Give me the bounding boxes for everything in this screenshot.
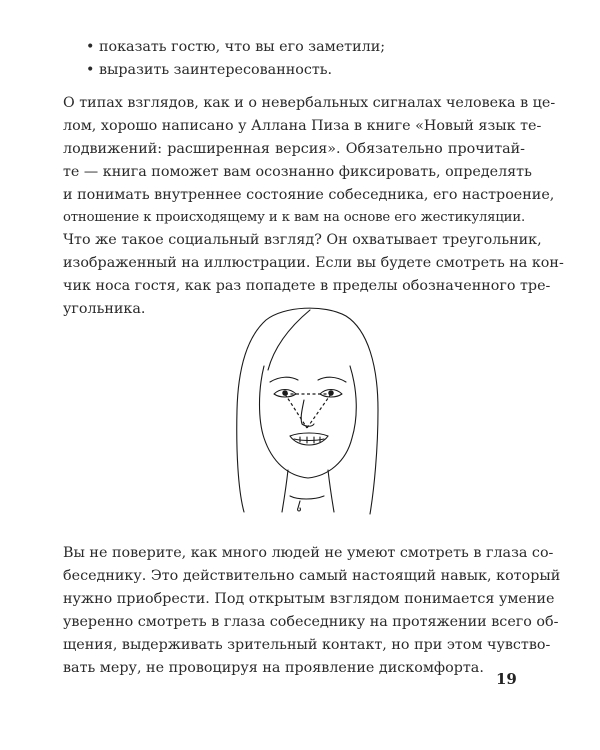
- left-eyebrow: [270, 377, 298, 382]
- text-line: и понимать внутреннее состояние собеседника, его настроение,: [63, 186, 555, 203]
- page-number: 19: [496, 670, 517, 688]
- mouth-upper: [290, 433, 328, 436]
- bullet-item: • показать гостю, что вы его заметили;: [86, 39, 386, 55]
- bullet-list: [86, 36, 526, 82]
- gaze-triangle: [285, 394, 331, 428]
- text-line: те — книга поможет вам осознанно фиксировать, определять: [63, 163, 532, 180]
- face-outline: [260, 366, 357, 478]
- neck-line: [282, 470, 288, 512]
- necklace: [290, 496, 324, 499]
- text-line: отношение к происходящему и к вам на основе его жестикуляции.: [63, 209, 525, 225]
- text-line: нужно приобрести. Под открытым взглядом понимается умение: [63, 590, 555, 607]
- hair-parting: [268, 310, 310, 370]
- text-line: чик носа гостя, как раз попадете в пределы обозначенного тре-: [63, 278, 551, 295]
- text-line: угольника.: [63, 301, 146, 318]
- text-line: изображенный на иллюстрации. Если вы будете смотреть на кон-: [63, 255, 564, 272]
- text-line: О типах взглядов, как и о невербальных сигналах человека в це-: [63, 95, 556, 111]
- neck-line: [328, 470, 334, 512]
- right-eyebrow: [318, 377, 346, 382]
- text-line: лодвижений: расширенная версия». Обязательно прочитай-: [63, 140, 525, 157]
- text-line: щения, выдерживать зрительный контакт, но при этом чувство-: [63, 636, 551, 653]
- text-line: лом, хорошо написано у Аллана Пиза в книге «Новый язык те-: [63, 117, 542, 134]
- bullet-item: • выразить заинтересованность.: [86, 62, 333, 78]
- text-line: Вы не поверите, как много людей не умеют смотреть в глаза со-: [63, 545, 554, 561]
- text-line: Что же такое социальный взгляд? Он охватывает треугольник,: [63, 232, 542, 249]
- paragraph-open-gaze: [63, 542, 561, 679]
- face-illustration: [228, 300, 388, 522]
- pendant-icon: [298, 501, 301, 511]
- text-line: вать меру, не провоцируя на проявление дискомфорта.: [63, 659, 484, 676]
- paragraph-gaze-types: [63, 92, 564, 321]
- text-line: уверенно смотреть в глаза собеседнику на протяжении всего об-: [63, 613, 559, 630]
- text-line: беседнику. Это действительно самый настоящий навык, который: [63, 567, 561, 584]
- hair-outline: [237, 308, 378, 514]
